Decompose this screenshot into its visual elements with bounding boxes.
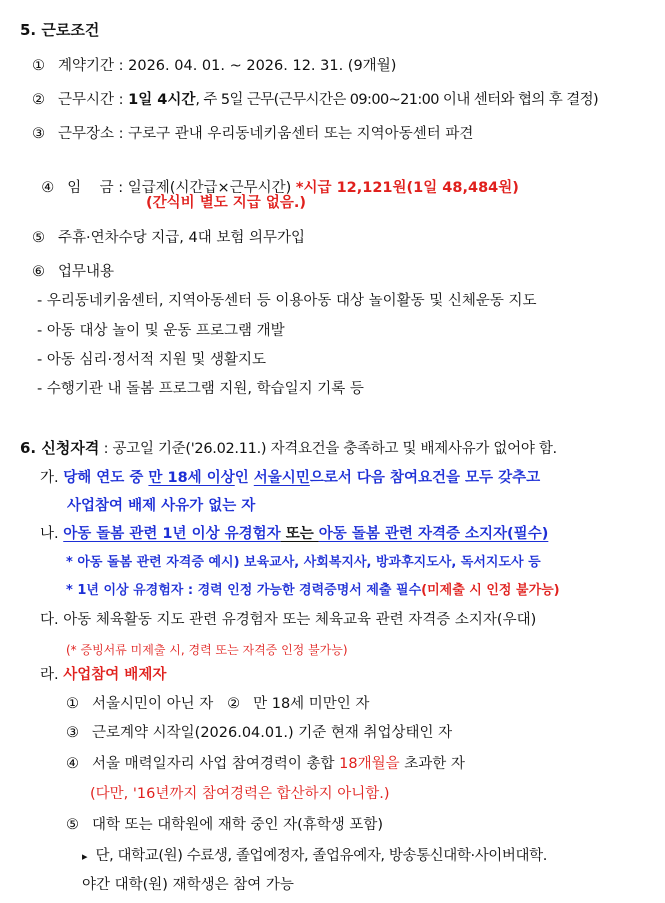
na-or: 또는: [280, 526, 319, 542]
exclusion-1: 서울시민이 아닌 자: [92, 696, 214, 712]
ga-text-1: 당해 연도 중: [63, 470, 149, 486]
benefits-text: 주휴·연차수당 지급, 4대 보험 의무가입: [58, 230, 305, 246]
item-number: ③: [32, 126, 45, 142]
hours-rest: , 주 5일 근무(근무시간은 09:00~21:00 이내 센터와 협의 후 결정): [195, 92, 599, 108]
exclusion-5: 대학 또는 대학원에 재학 중인 자(휴학생 포함): [92, 817, 384, 833]
na-experience: 아동 돌봄 관련 1년 이상 유경험자: [63, 526, 281, 542]
ra-title: 사업참여 배제자: [63, 667, 167, 683]
hours-bold: 1일 4시간: [128, 92, 196, 108]
work-place: [32, 124, 473, 144]
work-hours: [32, 90, 598, 110]
na-proof-text: * 1년 이상 유경험자 : 경력 인정 가능한 경력증명서 제출 필수: [66, 583, 422, 598]
place-text: 근무장소 : 구로구 관내 우리동네키움센터 또는 지역아동센터 파견: [58, 126, 474, 142]
na-experience-proof: [66, 581, 560, 601]
ga-citizen: 서울시민: [253, 470, 310, 486]
req-da: [40, 610, 536, 630]
contract-text: 계약기간 : 2026. 04. 01. ~ 2026. 12. 31. (9개월): [58, 58, 397, 74]
item-number: ⑤: [66, 817, 79, 833]
ga-text-3: 으로서 다음 참여요건을 모두 갖추고: [309, 470, 541, 486]
item-number: ⑥: [32, 264, 45, 280]
req-ra: [40, 665, 166, 685]
hours-prefix: 근무시간 :: [58, 92, 129, 108]
ga-line-2: 사업참여 배제 사유가 없는 자: [67, 498, 256, 514]
ga-age: 만 18세 이상: [148, 470, 235, 486]
exclusion-5-sub: [82, 846, 547, 867]
section6-header-line: [20, 438, 557, 459]
wage: [32, 158, 519, 198]
benefits: [32, 228, 305, 248]
na-license-examples: * 아동 돌봄 관련 자격증 예시) 보육교사, 사회복지사, 방과후지도사, 독서지도사 등: [66, 555, 541, 570]
marker-ra: 라.: [40, 667, 59, 683]
section5-heading: 5. 근로조건: [20, 21, 100, 39]
item-number: ④: [41, 180, 55, 196]
na-license: 아동 돌봄 관련 자격증 소지자(필수): [318, 526, 549, 542]
exclusion-1-2: [66, 694, 369, 714]
item-number: ③: [66, 725, 79, 741]
item-number: ①: [32, 58, 45, 74]
exclusion-3: 근로계약 시작일(2026.04.01.) 기준 현재 취업상태인 자: [92, 725, 453, 741]
marker-ga: 가.: [40, 470, 59, 486]
ga-text-2: 인: [234, 470, 254, 486]
exclusion-4-row: [66, 754, 465, 774]
duty-item: - 우리동네키움센터, 지역아동센터 등 이용아동 대상 놀이활동 및 신체운동 지도: [37, 293, 537, 309]
da-text: 아동 체육활동 지도 관련 유경험자 또는 체육교육 관련 자격증 소지자(우대): [63, 612, 537, 628]
duty-item: - 아동 심리·정서적 지원 및 생활지도: [37, 352, 266, 368]
duties: [32, 262, 114, 282]
exclusion-4-b: 초과한 자: [399, 756, 465, 772]
duties-text: 업무내용: [58, 264, 115, 280]
exclusion-4-note: (다만, '16년까지 참여경력은 합산하지 아니함.): [90, 786, 390, 802]
section6-heading: 6. 신청자격: [20, 439, 100, 457]
exclusion-2: 만 18세 미만인 자: [253, 696, 370, 712]
duty-item: - 아동 대상 놀이 및 운동 프로그램 개발: [37, 323, 285, 339]
marker-da: 다.: [40, 612, 59, 628]
req-na: [40, 524, 548, 544]
da-note: (* 증빙서류 미제출 시, 경력 또는 자격증 인정 불가능): [66, 643, 348, 657]
req-ga: [40, 468, 540, 488]
exclusion-5-row: [66, 815, 383, 835]
exclusion-5-sub-2: 야간 대학(원) 재학생은 참여 가능: [82, 877, 294, 893]
exclusion-3-row: [66, 723, 452, 743]
marker-na: 나.: [40, 526, 59, 542]
item-number: ④: [66, 756, 79, 772]
exclusion-4-months: 18개월을: [339, 756, 400, 772]
wage-note: (간식비 별도 지급 없음.): [146, 195, 306, 211]
duty-item: - 수행기관 내 돌봄 프로그램 지원, 학습일지 기록 등: [37, 381, 364, 397]
section6-intro: : 공고일 기준('26.02.11.) 자격요건을 충족하고 및 배제사유가 없어야 함.: [99, 441, 557, 457]
item-number: ②: [227, 696, 241, 712]
exclusion-4-a: 서울 매력일자리 사업 참여경력이 총합: [92, 756, 340, 772]
item-number: ②: [32, 92, 45, 108]
wage-label: 임 금 : 일급제(시간급×근무시간): [67, 180, 296, 196]
exclusion-5-sub-1: 단, 대학교(원) 수료생, 졸업예정자, 졸업유예자, 방송통신대학·사이버대학.: [95, 848, 547, 864]
item-number: ①: [66, 696, 79, 712]
bullet-icon: ▸: [82, 850, 88, 863]
item-number: ⑤: [32, 230, 45, 246]
contract-period: [32, 56, 396, 76]
na-proof-warning: (미제출 시 인정 불가능): [421, 583, 560, 598]
wage-highlight: *시급 12,121원(1일 48,484원): [295, 180, 519, 196]
